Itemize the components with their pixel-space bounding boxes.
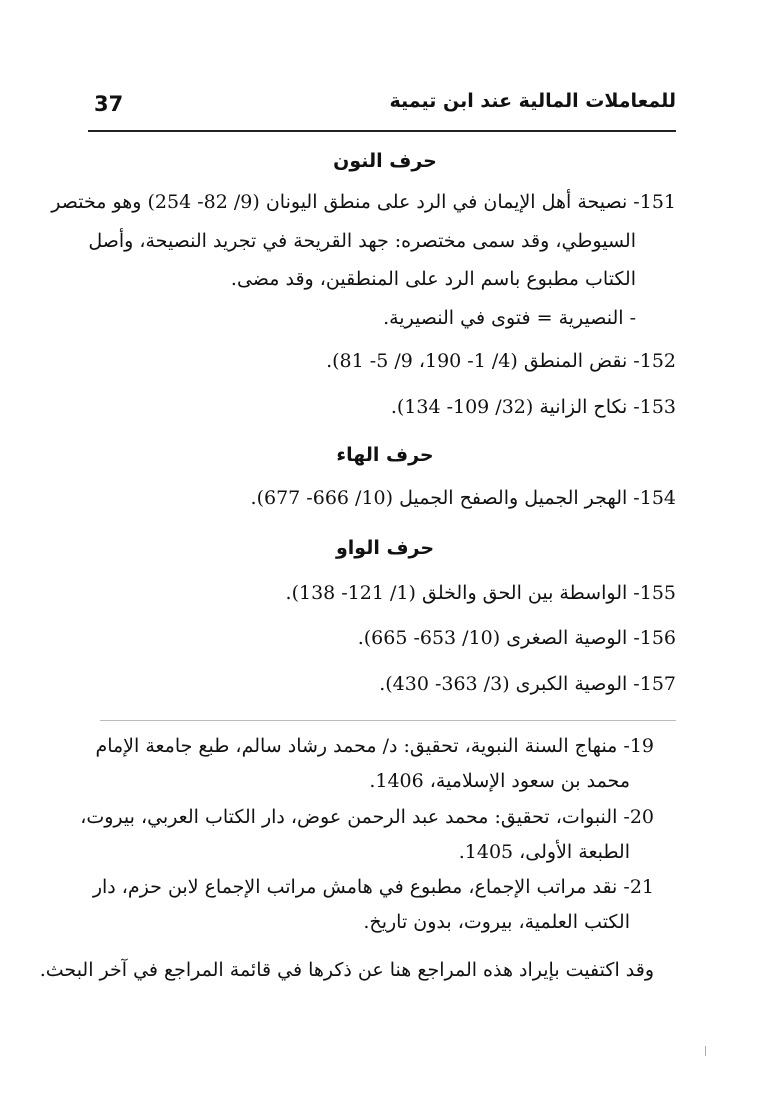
footnote-20-line-1: 20- النبوات، تحقيق: محمد عبد الرحمن عوض، دار الكتاب العربي، بيروت، xyxy=(80,806,654,828)
item-151-line-3: الكتاب مطبوع باسم الرد على المنطقين، وقد مضى. xyxy=(230,268,636,290)
item-152: 152- نقض المنطق (4/ 1- 190، 9/ 5- 81). xyxy=(326,350,676,372)
footnote-19-line-2: محمد بن سعود الإسلامية، 1406. xyxy=(369,770,630,792)
section-heading-noon: حرف النون xyxy=(333,150,437,172)
footnote-19-line-1: 19- منهاج السنة النبوية، تحقيق: د/ محمد رشاد سالم، طبع جامعة الإمام xyxy=(95,735,654,757)
item-156: 156- الوصية الصغرى (10/ 653- 665). xyxy=(357,627,676,649)
item-153: 153- نكاح الزانية (32/ 109- 134). xyxy=(390,396,676,418)
item-157: 157- الوصية الكبرى (3/ 363- 430). xyxy=(379,673,676,695)
header-divider xyxy=(88,130,676,132)
footnote-21-line-2: الكتب العلمية، بيروت، بدون تاريخ. xyxy=(363,911,630,933)
footnote-21-line-1: 21- نقد مراتب الإجماع، مطبوع في هامش مراتب الإجماع لابن حزم، دار xyxy=(92,876,654,898)
item-154: 154- الهجر الجميل والصفح الجميل (10/ 666- 677). xyxy=(250,487,676,509)
margin-mark xyxy=(705,1046,706,1056)
item-151-sub: - النصيرية = فتوى في النصيرية. xyxy=(383,307,636,329)
section-heading-haa: حرف الهاء xyxy=(336,444,434,466)
item-151-line-2: السيوطي، وقد سمى مختصره: جهد القريحة في تجريد النصيحة، وأصل xyxy=(88,230,636,252)
footnote-closing-remark: وقد اكتفيت بإيراد هذه المراجع هنا عن ذكرها في قائمة المراجع في آخر البحث. xyxy=(39,959,654,981)
running-header-title: للمعاملات المالية عند ابن تيمية xyxy=(389,90,676,112)
footnote-20-line-2: الطبعة الأولى، 1405. xyxy=(458,841,630,863)
item-155: 155- الواسطة بين الحق والخلق (1/ 121- 138). xyxy=(285,582,676,604)
footnote-divider xyxy=(100,720,676,721)
section-heading-waw: حرف الواو xyxy=(335,537,435,559)
page-number: 37 xyxy=(94,92,124,116)
item-151-line-1: 151- نصيحة أهل الإيمان في الرد على منطق اليونان (9/ 82- 254) وهو مختصر xyxy=(51,191,676,213)
